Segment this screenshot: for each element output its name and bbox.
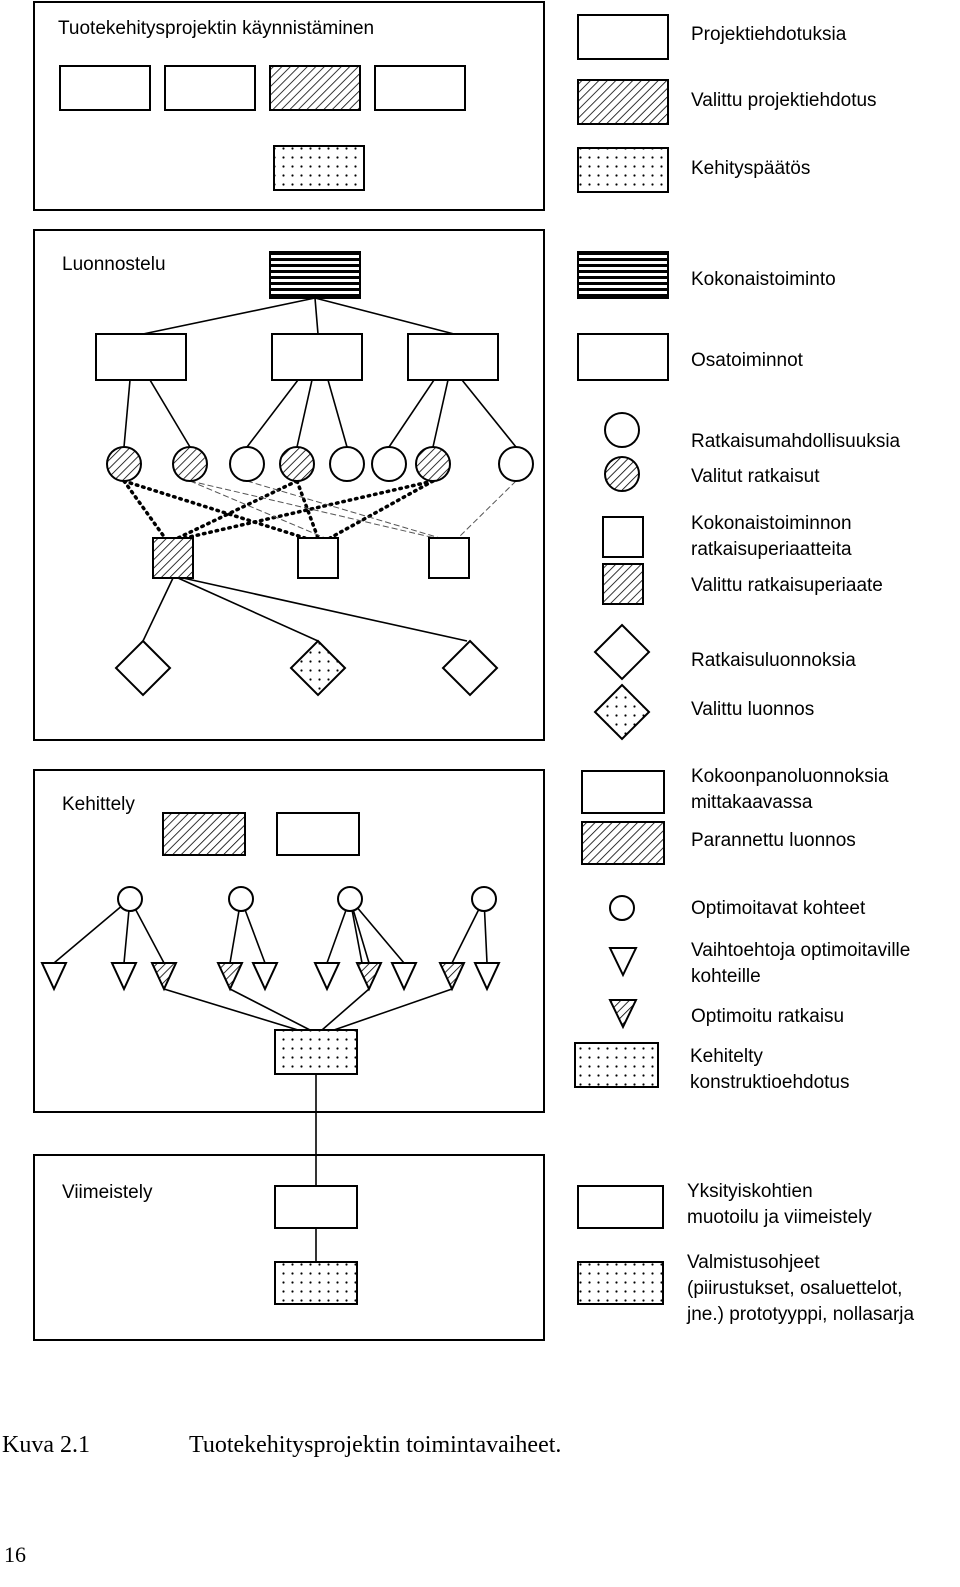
kehittely-shapes (42, 813, 499, 1074)
development-decision-box (274, 146, 364, 190)
legend-label-valmistus-1: Valmistusohjeet (687, 1252, 820, 1273)
sub-function-box (408, 334, 498, 380)
legend-selected-principle-icon (603, 564, 643, 604)
legend-label-osatoiminnot: Osatoiminnot (691, 350, 803, 371)
optimised-triangle (152, 963, 176, 989)
optimised-triangle (357, 963, 381, 989)
optimisation-target-circle (338, 887, 362, 911)
legend-label-valittu-ratkaisuperiaate: Valittu ratkaisuperiaate (691, 575, 883, 596)
legend-solution-circle-icon (605, 413, 639, 447)
alternative-triangle (315, 963, 339, 989)
optimised-triangle (218, 963, 242, 989)
legend-selected-solution-icon (605, 457, 639, 491)
legend-decision-icon (578, 148, 668, 192)
alternative-triangle (112, 963, 136, 989)
phase-title-kaynnistaminen: Tuotekehitysprojektin käynnistäminen (58, 18, 375, 39)
phase-title-viimeistely: Viimeistely (62, 1182, 153, 1203)
phase-title-luonnostelu: Luonnostelu (62, 254, 166, 275)
legend-assembly-sketch-icon (582, 771, 664, 813)
phase-title-kehittely: Kehittely (62, 794, 135, 815)
assembly-sketch-box (277, 813, 359, 855)
figure-number: Kuva 2.1 (2, 1432, 90, 1458)
legend-selected-sketch-icon (595, 685, 649, 739)
legend-label-parannettu-luonnos: Parannettu luonnos (691, 830, 856, 851)
principle-square (429, 538, 469, 578)
optimisation-target-circle (229, 887, 253, 911)
figure-caption: Tuotekehitysprojektin toimintavaiheet. (189, 1432, 562, 1458)
legend-label-kokonaistoiminto: Kokonaistoiminto (691, 269, 836, 290)
legend-label-optimoitavat-kohteet: Optimoitavat kohteet (691, 898, 866, 919)
alternative-triangle (253, 963, 277, 989)
legend-detail-design-icon (578, 1186, 663, 1228)
legend-labels (686, 24, 914, 1325)
legend-label-valmistus-2: (piirustukset, osaluettelot, (687, 1278, 903, 1299)
sketch-diamond (116, 641, 170, 695)
improved-sketch-box (163, 813, 245, 855)
manufacturing-instructions-box (275, 1262, 357, 1304)
legend-sketch-diamond-icon (595, 625, 649, 679)
legend-improved-sketch-icon (582, 822, 664, 864)
legend-manufacturing-icon (578, 1262, 663, 1304)
sketch-diamond (443, 641, 497, 695)
alternative-triangle (42, 963, 66, 989)
sub-function-box (96, 334, 186, 380)
legend-label-yksityiskohtien-1: Yksityiskohtien (687, 1181, 813, 1202)
legend-label-ratkaisuperiaatteita-1: Kokonaistoiminnon (691, 513, 852, 534)
legend-label-kehitelty-1: Kehitelty (690, 1046, 763, 1067)
legend-optimisation-target-icon (610, 896, 634, 920)
legend-symbols (575, 15, 668, 1304)
legend-label-vaihtoehtoja-2: kohteille (691, 966, 761, 987)
selected-proposal-box (270, 66, 360, 110)
solution-circle (372, 447, 406, 481)
legend-label-valitut-ratkaisut: Valitut ratkaisut (691, 466, 820, 487)
legend-sub-function-icon (578, 334, 668, 380)
kehittely-connectors (54, 899, 487, 1262)
proposal-box (165, 66, 255, 110)
selected-solution-circle (416, 447, 450, 481)
legend-proposal-icon (578, 15, 668, 59)
selected-principle-square (153, 538, 193, 578)
legend-label-kokoonpano-2: mittakaavassa (691, 792, 813, 813)
legend-label-yksityiskohtien-2: muotoilu ja viimeistely (687, 1207, 872, 1228)
legend-label-kokoonpano-1: Kokoonpanoluonnoksia (691, 766, 889, 787)
page-number: 16 (4, 1542, 26, 1567)
legend-label-kehityspaatos: Kehityspäätös (691, 158, 811, 179)
optimisation-target-circle (472, 887, 496, 911)
proposal-box (375, 66, 465, 110)
optimised-triangle (440, 963, 464, 989)
legend-optimised-triangle-icon (610, 1000, 636, 1027)
luonnostelu-shapes (96, 252, 533, 695)
legend-principle-icon (603, 517, 643, 557)
solution-circle (330, 447, 364, 481)
legend-label-valittu-luonnos: Valittu luonnos (691, 699, 815, 720)
legend-label-vaihtoehtoja-1: Vaihtoehtoja optimoitaville (691, 940, 911, 961)
legend-label-optimoitu-ratkaisu: Optimoitu ratkaisu (691, 1006, 845, 1027)
project-proposals (60, 66, 465, 190)
selected-solution-circle (107, 447, 141, 481)
overall-function-box (270, 252, 360, 298)
selected-solution-circle (280, 447, 314, 481)
alternative-triangle (475, 963, 499, 989)
solution-circle (230, 447, 264, 481)
legend-label-valmistus-3: jne.) prototyyppi, nollasarja (687, 1304, 915, 1325)
developed-proposal-box (275, 1030, 357, 1074)
legend-developed-proposal-icon (575, 1043, 658, 1087)
legend-selected-proposal-icon (578, 80, 668, 124)
alternative-triangle (392, 963, 416, 989)
selected-solution-circle (173, 447, 207, 481)
optimisation-target-circle (118, 887, 142, 911)
legend-label-kehitelty-2: konstruktioehdotus (690, 1072, 850, 1093)
sub-function-box (272, 334, 362, 380)
legend-label-projektiehdotuksia: Projektiehdotuksia (691, 24, 847, 45)
legend-label-valittu-projektiehdotus: Valittu projektiehdotus (691, 90, 877, 111)
selected-sketch-diamond (291, 641, 345, 695)
legend-alternative-triangle-icon (610, 948, 636, 975)
selected-combination-lines (124, 481, 433, 538)
legend-label-ratkaisuperiaatteita-2: ratkaisuperiaatteita (691, 539, 852, 560)
proposal-box (60, 66, 150, 110)
principle-square (298, 538, 338, 578)
legend-overall-function-icon (578, 252, 668, 298)
solution-circle (499, 447, 533, 481)
legend-label-ratkaisuluonnoksia: Ratkaisuluonnoksia (691, 650, 856, 671)
legend-label-ratkaisumahdollisuuksia: Ratkaisumahdollisuuksia (691, 431, 901, 452)
detail-design-box (275, 1186, 357, 1228)
